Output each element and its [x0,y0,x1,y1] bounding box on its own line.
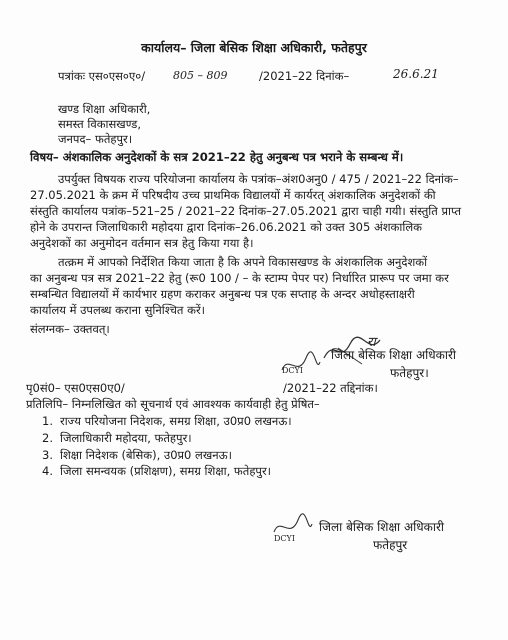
letter-number-label: पत्रांकः एस०एस०ए०/ [58,69,146,83]
list-item [42,430,292,447]
list-item [42,463,292,480]
copy-intro: प्रतिलिपि– निम्नलिखित को सूचनार्थ एवं आवश्यक कार्यवाही हेतु प्रेषित– [26,397,320,411]
list-item-text: जिलाधिकारी महोदया, फतेहपुर। [60,430,192,445]
letter-date-handwritten: 26.6.21 [393,67,439,81]
list-item-text: जिला समन्वयक (प्रशिक्षण), समग्र शिक्षा, फतेहपुर। [60,464,272,479]
para2-line-2: का अनुबन्ध पत्र सत्र 2021–22 हेतु (रू0 100 / – के स्टाम्प पेपर पर) निर्धारित प्रारूप पर जमा कर [30,271,449,285]
list-item-text: राज्य परियोजना निदेशक, समग्र शिक्षा, उ0प्र0 लखनऊ। [60,414,292,428]
list-item-number: 1. [42,414,53,428]
copy-reference-label: पृ0सं0– एस0एस0ए0/ [26,381,125,395]
recipient-line-1: खण्ड शिक्षा अधिकारी, [58,102,151,116]
para1-line-4: होने के उपरान्त जिलाधिकारी महोदया द्वारा दिनांक–26.06.2021 को उक्त 305 अंशकालिक [30,220,422,234]
recipient-line-2: समस्त विकासखण्ड, [58,117,141,131]
signature-initials: रा [367,335,376,350]
list-item-number: 4. [42,464,53,479]
letter-number-handwritten: 805 – 809 [173,69,228,82]
para2-line-4: कार्यालय में उपलब्ध कराना सुनिश्चित करें। [30,303,206,317]
signatory-title: जिला बेसिक शिक्षा अधिकारी [331,348,456,362]
footer-signatory-title: जिला बेसिक शिक्षा अधिकारी [319,520,444,534]
recipient-line-3: जनपद– फतेहपुर। [58,132,133,146]
stamp-label: DCYI [282,366,303,375]
para1-line-1: उपर्युक्त विषयक राज्य परियोजना कार्यालय के पत्रांक–अंश0अनु0 / 475 / 2021–22 दिनांक– [58,172,459,186]
para1-line-3: संस्तुति कार्यालय पत्रांक–521–25 / 2021–22 दिनांक–27.05.2021 द्वारा चाही गयी। संस्तुति प्राप्त [30,204,462,218]
enclosure-line: संलग्नक– उक्तवत्। [30,322,110,336]
para1-line-2: 27.05.2021 के क्रम में परिषदीय उच्च प्राथमिक विद्यालयों में कार्यरत् अंशकालिक अनुदेशकों की [30,188,436,202]
list-item-number: 3. [42,447,53,462]
list-item [42,413,292,430]
letter-year-date-label: /2021–22 दिनांक– [259,69,350,83]
list-item [42,447,292,464]
list-item-text: शिक्षा निदेशक (बेसिक), उ0प्र0 लखनऊ। [60,447,232,462]
copy-list [42,413,292,480]
signatory-place: फतेहपुर। [390,366,429,380]
subject-line: विषय– अंशकालिक अनुदेशकों के सत्र 2021–22 हेतु अनुबन्ध पत्र भराने के सम्बन्ध में। [30,150,404,164]
footer-signatory-place: फतेहपुर [373,538,408,552]
para1-line-5: अनुदेशकों का अनुमोदन वर्तमान सत्र हेतु किया गया है। [30,236,254,250]
office-title: कार्यालय– जिला बेसिक शिक्षा अधिकारी, फतेहपुर [141,40,367,55]
copy-reference-year: /2021–22 तद्दिनांक। [283,381,378,395]
footer-stamp-label: DCYI [274,534,295,543]
para2-line-3: सम्बन्धित विद्यालयों में कार्यभार ग्रहण कराकर अनुबन्ध पत्र एक सप्ताह के अन्दर अधोहस्ताक्षरी [30,287,415,301]
para2-line-1: तत्क्रम में आपको निर्देशित किया जाता है कि अपने विकासखण्ड के अंशकालिक अनुदेशकों [58,255,428,269]
list-item-number: 2. [42,430,53,445]
